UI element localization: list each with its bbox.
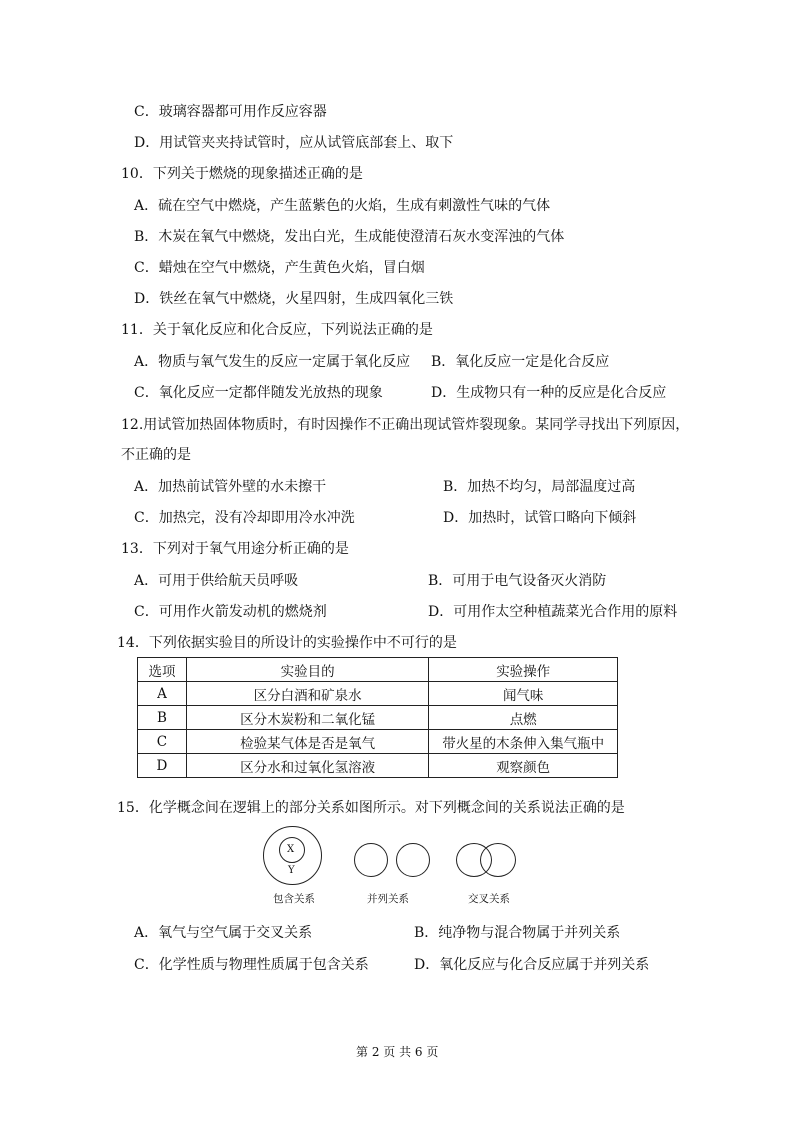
- table-row: [138, 706, 618, 730]
- table-cell: A: [138, 682, 187, 706]
- table-cell: 区分白酒和矿泉水: [186, 682, 428, 706]
- q12-option-a: A．加热前试管外壁的水未擦干: [134, 479, 327, 495]
- q11-option-c: C．氧化反应一定都伴随发光放热的现象: [134, 385, 383, 401]
- question-12-cont: 不正确的是: [121, 447, 191, 463]
- parallel-circle-right: [396, 843, 430, 877]
- question-12: 12.用试管加热固体物质时，有时因操作不正确出现试管炸裂现象。某同学寻找出下列原因，: [121, 417, 690, 433]
- q12-option-b: B．加热不均匀，局部温度过高: [443, 479, 636, 495]
- table-cell: 点燃: [429, 706, 618, 730]
- q13-option-a: A．可用于供给航天员呼吸: [134, 573, 299, 589]
- table-cell: 闻气味: [429, 682, 618, 706]
- q12-option-c: C．加热完，没有冷却即用冷水冲洗: [134, 510, 355, 526]
- label-y: Y: [288, 865, 295, 876]
- table-cell: 区分水和过氧化氢溶液: [186, 754, 428, 778]
- q13-option-d: D．可用作太空种植蔬菜光合作用的原料: [428, 604, 678, 620]
- table-header: 选项: [138, 658, 187, 682]
- question-14: 14．下列依据实验目的所设计的实验操作中不可行的是: [117, 635, 457, 651]
- table-cell: B: [138, 706, 187, 730]
- cross-circle-right: [480, 843, 516, 877]
- table-row: [138, 682, 618, 706]
- q11-option-d: D．生成物只有一种的反应是化合反应: [431, 385, 667, 401]
- label-intersection: 交叉关系: [468, 893, 510, 905]
- option-c-prev: C．玻璃容器都可用作反应容器: [134, 104, 327, 120]
- q10-option-d: D．铁丝在氧气中燃烧，火星四射，生成四氧化三铁: [134, 291, 454, 307]
- question-13: 13．下列对于氧气用途分析正确的是: [121, 541, 349, 557]
- table-cell: 区分木炭粉和二氧化锰: [186, 706, 428, 730]
- table-cell: 带火星的木条伸入集气瓶中: [429, 730, 618, 754]
- q10-option-c: C．蜡烛在空气中燃烧，产生黄色火焰，冒白烟: [134, 260, 425, 276]
- table-row: [138, 730, 618, 754]
- q12-option-d: D．加热时，试管口略向下倾斜: [443, 510, 637, 526]
- question-11: 11．关于氧化反应和化合反应，下列说法正确的是: [121, 322, 433, 338]
- question-15: 15．化学概念间在逻辑上的部分关系如图所示。对下列概念间的关系说法正确的是: [117, 800, 625, 816]
- label-parallel: 并列关系: [367, 893, 409, 905]
- table-header: 实验操作: [429, 658, 618, 682]
- table-cell: 检验某气体是否是氧气: [186, 730, 428, 754]
- experiment-table: [137, 657, 618, 778]
- q15-option-b: B．纯净物与混合物属于并列关系: [414, 925, 621, 941]
- q11-option-a: A．物质与氧气发生的反应一定属于氧化反应: [134, 354, 411, 370]
- table-cell: 观察颜色: [429, 754, 618, 778]
- q15-option-d: D．氧化反应与化合反应属于并列关系: [414, 957, 650, 973]
- q15-option-c: C．化学性质与物理性质属于包含关系: [134, 957, 369, 973]
- q10-option-a: A．硫在空气中燃烧，产生蓝紫色的火焰，生成有刺激性气味的气体: [134, 198, 551, 214]
- page-footer: 第 2 页 共 6 页: [356, 1045, 439, 1059]
- table-cell: C: [138, 730, 187, 754]
- q15-option-a: A．氧气与空气属于交叉关系: [134, 925, 313, 941]
- table-row: [138, 754, 618, 778]
- parallel-circle-left: [354, 843, 388, 877]
- table-header-row: [138, 658, 618, 682]
- label-x: X: [287, 844, 295, 855]
- q13-option-b: B．可用于电气设备灭火消防: [428, 573, 607, 589]
- q11-option-b: B．氧化反应一定是化合反应: [431, 354, 610, 370]
- table-cell: D: [138, 754, 187, 778]
- q10-option-b: B．木炭在氧气中燃烧，发出白光，生成能使澄清石灰水变浑浊的气体: [134, 229, 565, 245]
- question-10: 10．下列关于燃烧的现象描述正确的是: [121, 166, 363, 182]
- label-inclusion: 包含关系: [273, 893, 315, 905]
- q13-option-c: C．可用作火箭发动机的燃烧剂: [134, 604, 327, 620]
- option-d-prev: D．用试管夹夹持试管时，应从试管底部套上、取下: [134, 135, 454, 151]
- table-header: 实验目的: [186, 658, 428, 682]
